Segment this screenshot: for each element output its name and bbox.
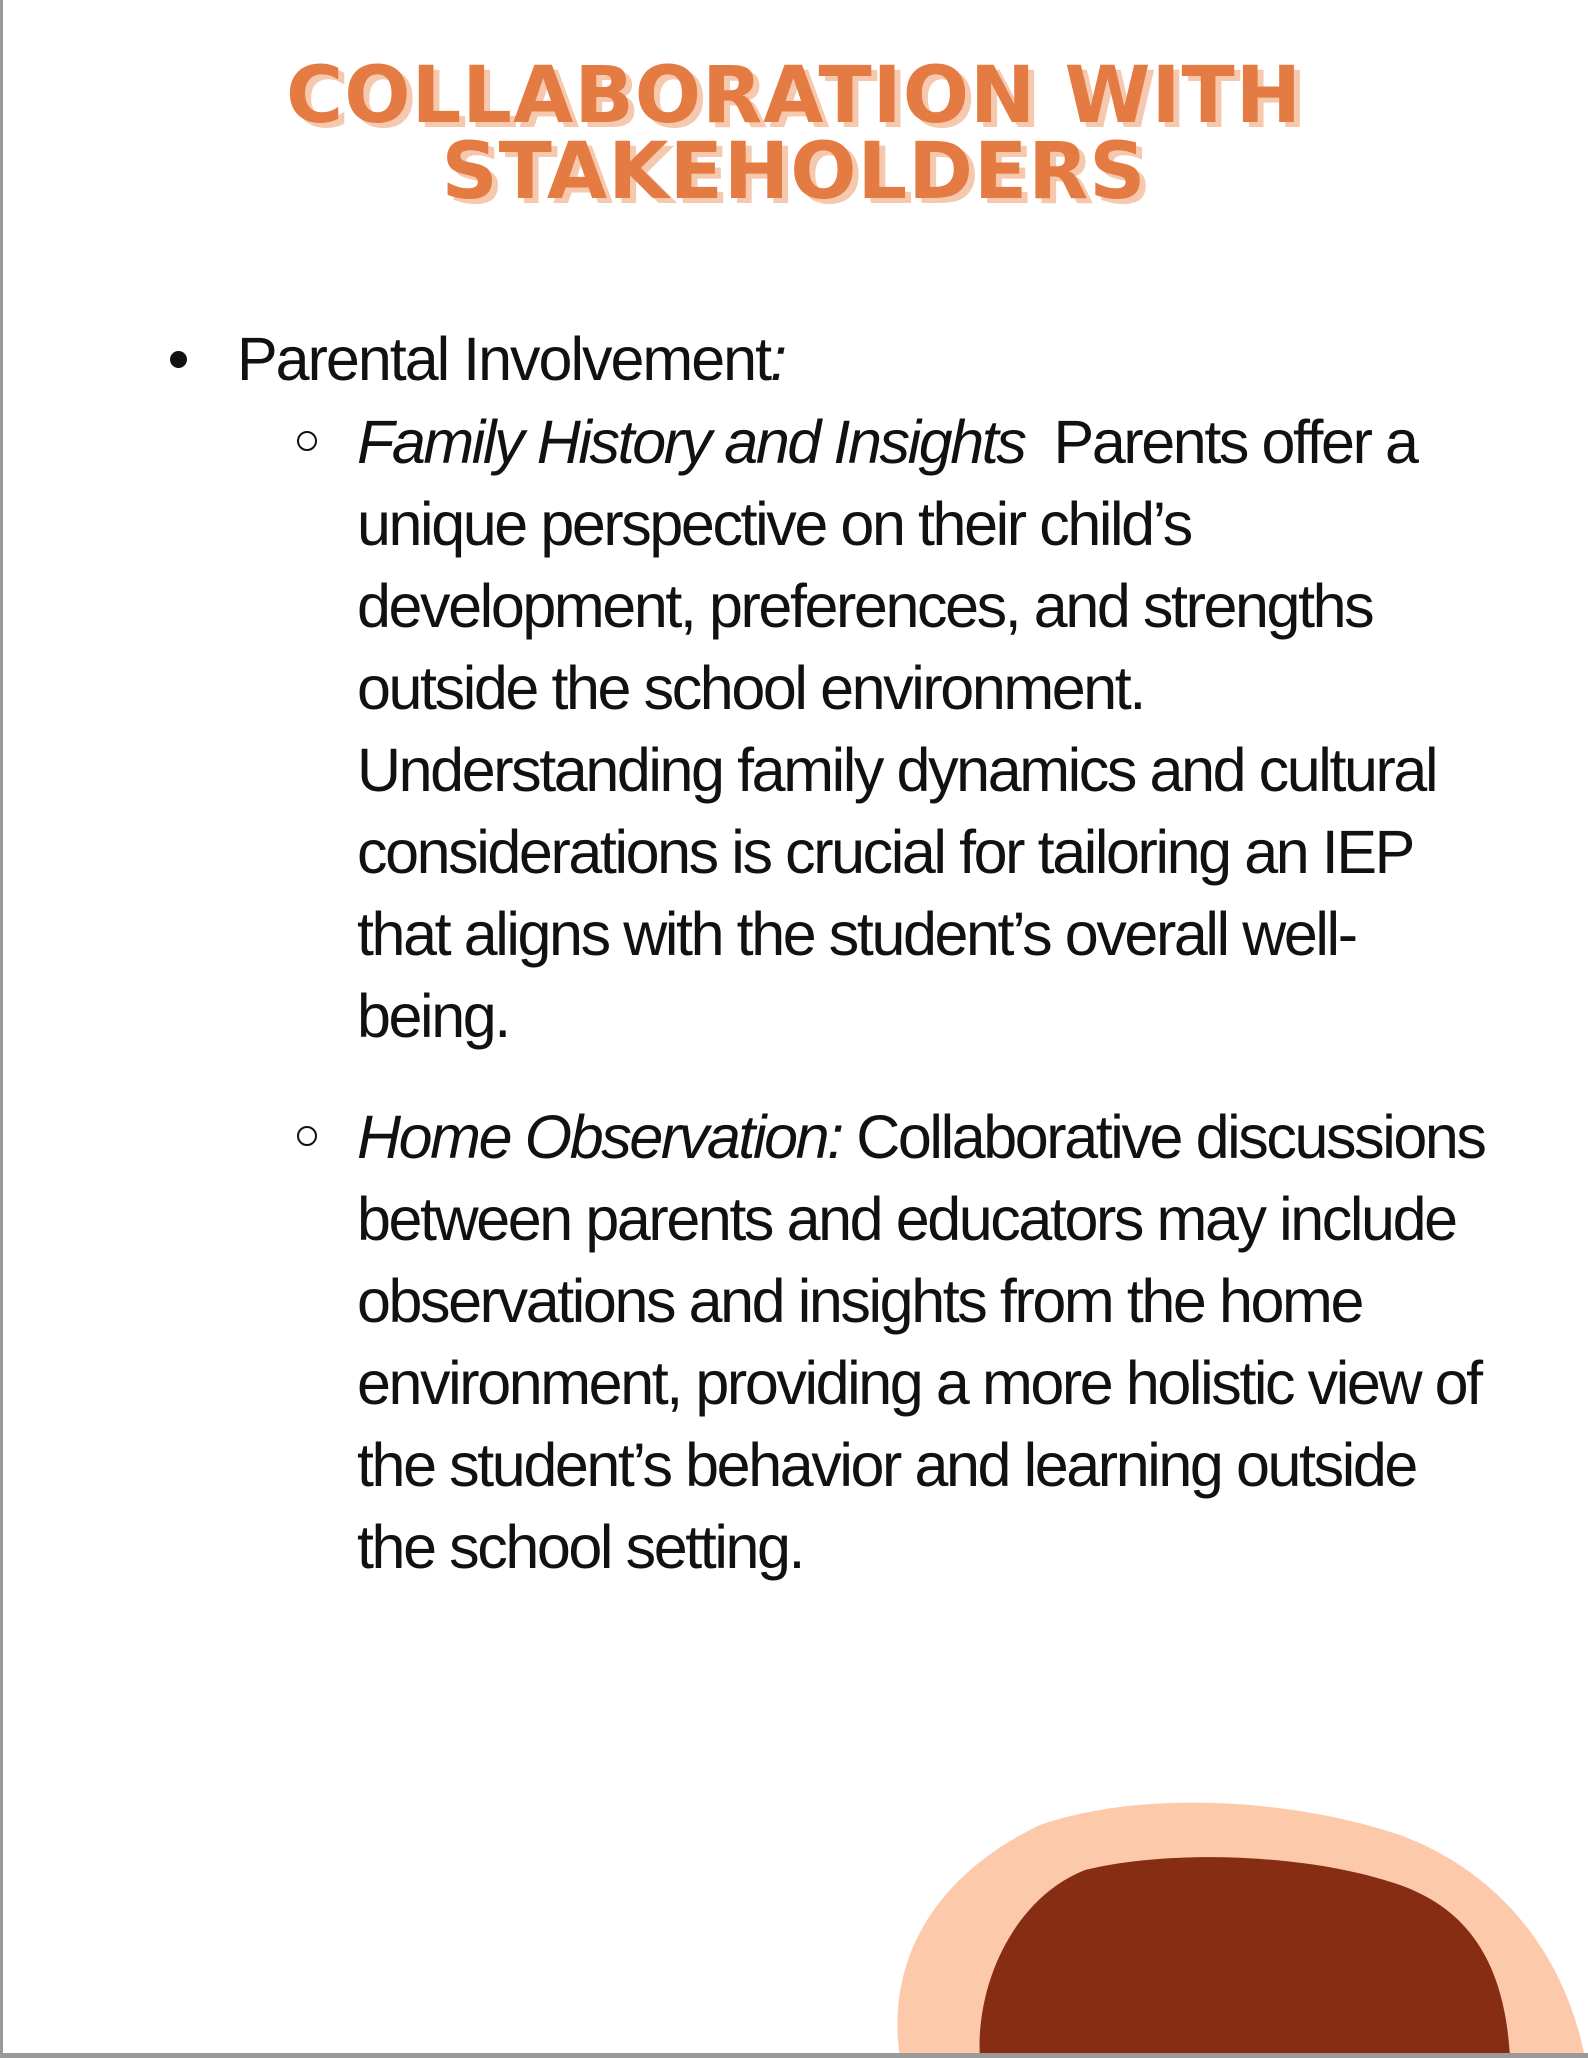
page-title-line-2: STAKEHOLDERS (441, 127, 1147, 217)
sub-item-label: Home Observation: (357, 1103, 842, 1171)
page-border-left (0, 0, 3, 2058)
sub-item-home-observation (357, 1096, 1500, 1588)
sub-item-text: Parents offer a unique perspective on their child’s development, preferences, and strengths outside the school environment. Understanding family dynamics and cultural considerations is crucial for tailoring an IEP that aligns with the student’s overall well-being. (357, 408, 1451, 1050)
sub-item-family-history (357, 401, 1497, 1057)
hollow-circle-bullet-icon (297, 1126, 317, 1146)
bullet-heading-label: Parental Involvement (237, 325, 771, 393)
decorative-blob-outer (897, 1803, 1585, 2058)
bullet-heading-colon: : (770, 325, 785, 393)
page-border-bottom (0, 2053, 1588, 2058)
bullet-dot-icon (170, 351, 187, 368)
page-title-line-1: COLLABORATION WITH (286, 51, 1302, 141)
decorative-blob-inner (980, 1857, 1510, 2058)
bullet-heading (237, 318, 785, 400)
sub-item-text: Collaborative discussions between parents and educators may include observations and insights from the home environment, providing a more holistic view of the student’s behavior and learning outside the school setting. (357, 1103, 1500, 1581)
bullet-item-parental-involvement (170, 318, 785, 400)
page-title (0, 51, 1588, 217)
hollow-circle-bullet-icon (297, 431, 317, 451)
sub-item-label: Family History and Insights (357, 408, 1025, 476)
